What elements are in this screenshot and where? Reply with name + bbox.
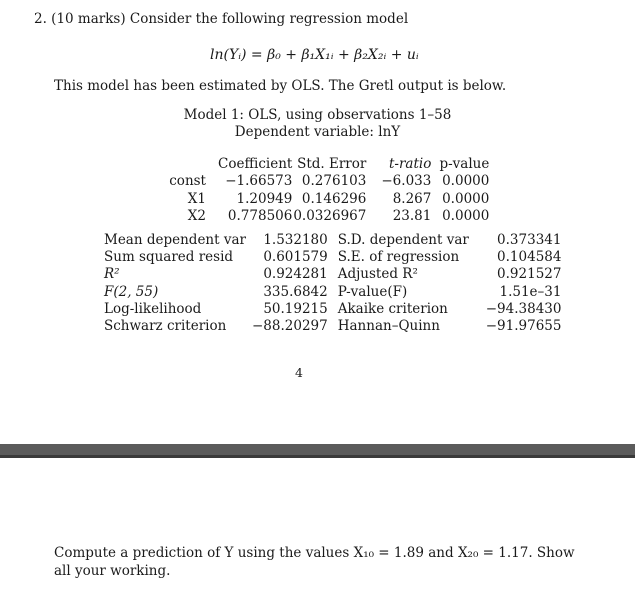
stat-label: Sum squared resid: [104, 248, 234, 265]
stat-label: Schwarz criterion: [104, 318, 227, 335]
coef-se: 0.0326967: [293, 208, 367, 225]
summary-stats-table: [104, 231, 561, 335]
stat-value: −88.20297: [252, 318, 328, 335]
page-number: 4: [295, 365, 303, 380]
page-5-top-section: [0, 458, 635, 605]
table-row: [150, 173, 489, 191]
stat-label: Log-likelihood: [104, 300, 202, 317]
question-heading: 2. (10 marks) Consider the following regression model: [34, 11, 409, 27]
stat-label: Adjusted R²: [337, 266, 418, 283]
coef-value: 0.778506: [227, 208, 293, 225]
stat-value: 1.532180: [263, 231, 328, 248]
table-row: [104, 317, 561, 334]
coef-header-coefficient: Coefficient: [218, 155, 293, 172]
table-row: [104, 248, 561, 265]
stat-value: −94.38430: [485, 300, 562, 317]
stat-label: S.E. of regression: [337, 248, 460, 265]
coef-name: X1: [187, 190, 206, 207]
stat-value: −91.97655: [485, 318, 562, 335]
coef-name: const: [169, 173, 206, 190]
stat-value: 1.51e–31: [499, 283, 562, 300]
stat-label: Akaike criterion: [337, 300, 448, 317]
task-text: Compute a prediction of Y using the values X₁₀ = 1.89 and X₂₀ = 1.17. Show all your working.: [54, 545, 575, 579]
stat-label: Mean dependent var: [104, 231, 246, 248]
stat-value: 0.924281: [263, 266, 328, 283]
stat-label: S.D. dependent var: [337, 231, 469, 248]
coef-t: 8.267: [392, 190, 432, 207]
stat-value: 335.6842: [263, 283, 328, 300]
coef-value: −1.66573: [225, 173, 293, 190]
coef-se: 0.276103: [301, 173, 367, 190]
stat-label: F(2, 55): [104, 283, 159, 300]
coef-value: 1.20949: [236, 190, 293, 207]
page-separator: [0, 444, 635, 458]
table-row: [150, 190, 489, 208]
stat-label: Hannan–Quinn: [337, 318, 440, 335]
intro-text: This model has been estimated by OLS. The Gretl output is below.: [54, 78, 507, 94]
stat-value: 0.601579: [263, 248, 328, 265]
stat-value: 0.373341: [497, 231, 562, 248]
table-row: [104, 283, 561, 300]
model-title: Model 1: OLS, using observations 1–58: [183, 107, 452, 123]
coef-t: 23.81: [392, 208, 432, 225]
coef-t: −6.033: [381, 173, 432, 190]
stat-label: R²: [104, 266, 120, 283]
coef-header-t-ratio: t-ratio: [388, 155, 432, 172]
stat-value: 0.104584: [497, 248, 562, 265]
table-row: [104, 231, 561, 248]
coef-header-p-value: p-value: [439, 155, 490, 172]
coef-header-row: [150, 155, 489, 173]
coef-name: X2: [187, 208, 206, 225]
coef-p: 0.0000: [442, 208, 490, 225]
table-row: [150, 208, 489, 226]
coefficient-table: [150, 155, 489, 225]
stat-label: P-value(F): [337, 283, 408, 300]
coef-p: 0.0000: [442, 190, 490, 207]
coef-se: 0.146296: [301, 190, 367, 207]
table-row: [104, 300, 561, 317]
table-row: [104, 266, 561, 283]
coef-header-blank: [150, 155, 218, 173]
regression-equation: ln(Yᵢ) = β₀ + β₁X₁ᵢ + β₂X₂ᵢ + uᵢ: [210, 47, 419, 63]
coef-header-std-error: Std. Error: [297, 155, 367, 172]
coef-p: 0.0000: [442, 173, 490, 190]
stat-value: 50.19215: [263, 300, 328, 317]
dependent-variable: Dependent variable: lnY: [234, 124, 401, 140]
stat-value: 0.921527: [497, 266, 562, 283]
